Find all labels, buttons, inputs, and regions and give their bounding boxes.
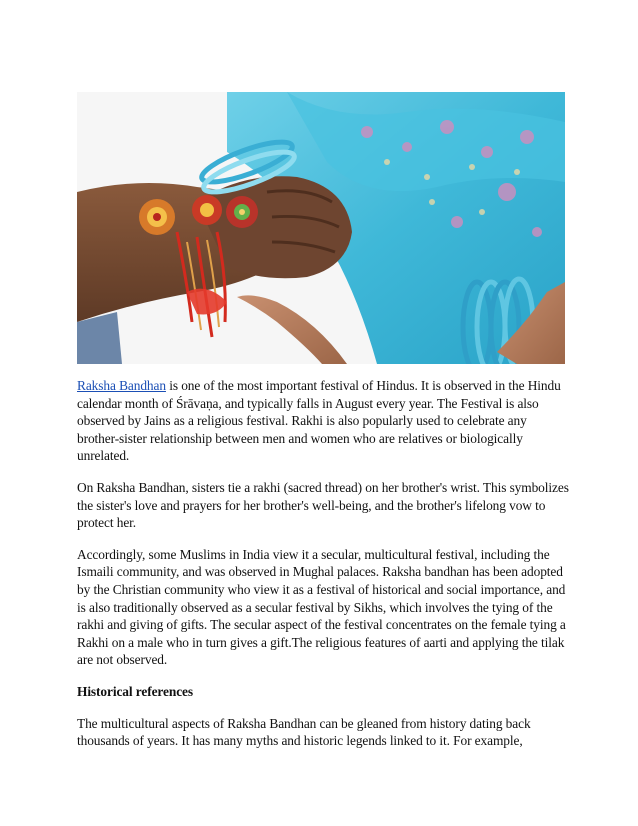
raksha-bandhan-photo-icon [77, 92, 565, 364]
paragraph-rakhi: On Raksha Bandhan, sisters tie a rakhi (sacred thread) on her brother's wrist. This symbolizes the sister's love and prayers for her brother's well-being, and the brother's lifelong vow to protect her. [77, 479, 569, 531]
raksha-bandhan-photo [77, 92, 565, 364]
raksha-bandhan-link[interactable]: Raksha Bandhan [77, 378, 166, 393]
paragraph-intro-text: is one of the most important festival of Hindus. It is observed in the Hindu calendar month of Śrāvaṇa, and typically falls in August every year. The Festival is also observed by Jains as a religious festival. Rakhi is also popularly used to celebrate any brother-sister relationship between men and women who are relatives or biologically unrelated. [77, 378, 561, 464]
paragraph-intro [77, 377, 569, 465]
article-body [77, 377, 569, 750]
paragraph-history: The multicultural aspects of Raksha Bandhan can be gleaned from history dating back thousands of years. It has many myths and historic legends linked to it. For example, [77, 715, 531, 749]
paragraph-secular: Accordingly, some Muslims in India view it a secular, multicultural festival, including the Ismaili community, and was observed in Mughal palaces. Raksha bandhan has been adopted by the Christian community who view it as a festival of historical and social importance, and is also traditionally observed as a secular festival by Sikhs, which involves the tying of the rakhi and giving of gifts. The secular aspect of the festival concentrates on the female tying a Rakhi on a male who in turn gives a gift.The religious features of aarti and applying the tilak are not observed. [77, 546, 566, 668]
section-heading: Historical references [77, 683, 194, 699]
